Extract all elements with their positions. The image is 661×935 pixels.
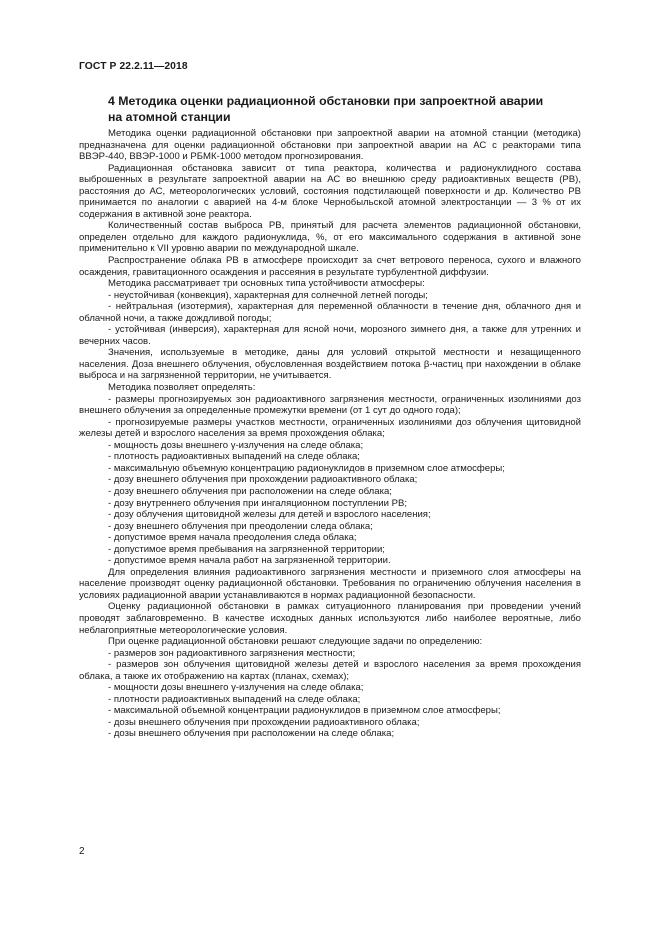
list-item: - прогнозируемые размеры участков местности, ограниченных изолиниями доз облучения щитовидной железы детей и взрослого населения за время прохождения облака; <box>79 416 581 440</box>
section-title-line-1: 4 Методика оценки радиационной обстановки при запроектной аварии <box>108 94 544 108</box>
paragraph: Методика оценки радиационной обстановки при запроектной аварии на атомной станции (методика) предназначена для оценки радиационной обстановки при запроектной аварии на АС с реакторами типа ВВЭР-440, ВВЭР-1000 и РБМК-1000 методом прогнозирования. <box>79 128 581 163</box>
paragraph: Радиационная обстановка зависит от типа реактора, количества и радионуклидного состава выброшенных в результате запроектной аварии на АС во внешнюю среду радиоактивных веществ (РВ), расстояния до АС, метеорологических условий, состояния подстилающей поверхности и др. Количество РВ принимается по аналогии с аварией на 4-м блоке Чернобыльской атомной электростанции — 3 % от их содержания в активной зоне реактора. <box>79 162 581 220</box>
list-item: - дозы внешнего облучения при расположении на следе облака; <box>108 728 395 740</box>
list-item: - допустимое время пребывания на загрязненной территории; <box>108 543 385 555</box>
list-item: - допустимое время начала преодоления следа облака; <box>108 532 357 544</box>
paragraph: При оценке радиационной обстановки решают следующие задачи по определению: <box>108 636 483 648</box>
paragraph: Значения, используемые в методике, даны для условий открытой местности и незащищенного населения. Доза внешнего облучения, обусловленная воздействием потока β-частиц при нахождении в облаке выброса и на загрязненной территории, не учитывается. <box>79 347 581 382</box>
paragraph: Методика позволяет определять: <box>108 382 256 394</box>
list-item: - устойчивая (инверсия), характерная для ясной ночи, морозного зимнего дня, а также для утренних и вечерних часов. <box>79 324 581 347</box>
list-item: - неустойчивая (конвекция), характерная для солнечной летней погоды; <box>108 289 428 301</box>
section-title-line-2: на атомной станции <box>108 110 231 124</box>
list-item: - размеры прогнозируемых зон радиоактивного загрязнения местности, ограниченных изолиниями доз внешнего облучения за определенные промежутки времени (от 1 сут до одного года); <box>79 393 581 417</box>
paragraph: Количественный состав выброса РВ, принятый для расчета элементов радиационной обстановки, определен отдельно для каждого радионуклида, %, от его максимального содержания в активной зоне применительно к VII уровню аварии по международной шкале. <box>79 220 581 255</box>
list-item: - дозу внешнего облучения при преодолении следа облака; <box>108 520 373 532</box>
list-item: - мощности дозы внешнего γ-излучения на следе облака; <box>108 682 364 694</box>
document-body <box>79 128 581 740</box>
document-header: ГОСТ Р 22.2.11—2018 <box>79 61 188 72</box>
list-item: - максимальной объемной концентрации радионуклидов в приземном слое атмосферы; <box>108 705 501 717</box>
paragraph: Для определения влияния радиоактивного загрязнения местности и приземного слоя атмосферы на население производят оценку радиационной обстановки. Требования по ограничению облучения населения в условиях радиационной аварии устанавливаются в нормах радиационной безопасности. <box>79 566 581 601</box>
list-item: - дозы внешнего облучения при прохождении радиоактивного облака; <box>108 716 420 728</box>
list-item: - дозу внутреннего облучения при ингаляционном поступлении РВ; <box>108 497 408 509</box>
list-item: - дозу внешнего облучения при расположении на следе облака; <box>108 485 392 497</box>
page-number: 2 <box>79 846 85 857</box>
paragraph: Распространение облака РВ в атмосфере происходит за счет ветрового переноса, сухого и влажного осаждения, гравитационного осаждения и рассеяния в результате турбулентной диффузии. <box>79 255 581 278</box>
list-item: - допустимое время начала работ на загрязненной территории. <box>108 555 391 567</box>
list-item: - дозу внешнего облучения при прохождении радиоактивного облака; <box>108 474 418 486</box>
list-item: - мощность дозы внешнего γ-излучения на следе облака; <box>108 439 364 451</box>
list-item: - максимальную объемную концентрацию радионуклидов в приземном слое атмосферы; <box>108 462 505 474</box>
list-item: - размеров зон облучения щитовидной железы детей и взрослого населения за время прохождения облака, а также их отображению на картах (планах, схемах); <box>79 659 581 682</box>
section-title <box>108 93 608 125</box>
list-item: - нейтральная (изотермия), характерная для переменной облачности в течение дня, облачного дня и облачной ночи, а также дождливой погоды; <box>79 301 581 324</box>
list-item: - размеров зон радиоактивного загрязнения местности; <box>108 647 356 659</box>
list-item: - дозу облучения щитовидной железы для детей и взрослого населения; <box>108 509 431 521</box>
list-item: - плотности радиоактивных выпадений на следе облака; <box>108 693 361 705</box>
paragraph: Методика рассматривает три основных типа устойчивости атмосферы: <box>108 278 425 290</box>
paragraph: Оценку радиационной обстановки в рамках ситуационного планирования при проведении учений проводят заблаговременно. В качестве исходных данных используются либо наиболее вероятные, либо неблагоприятные метеорологические условия. <box>79 601 581 636</box>
list-item: - плотность радиоактивных выпадений на следе облака; <box>108 451 360 463</box>
